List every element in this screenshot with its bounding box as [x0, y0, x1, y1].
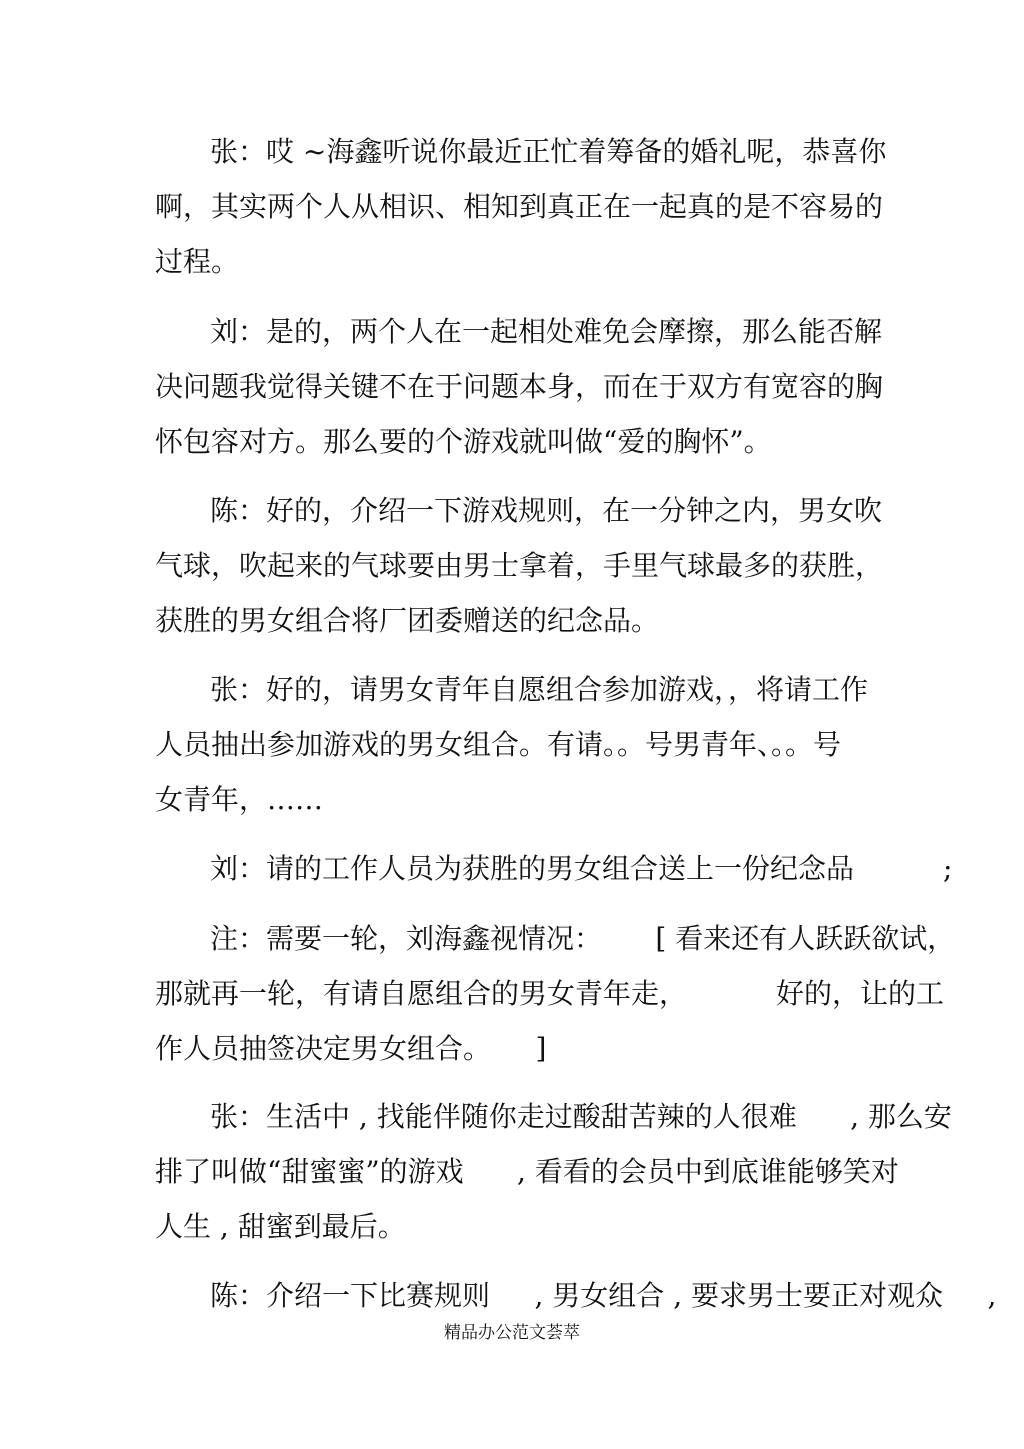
paragraph-line: 刘：是的，两个人在一起相处难免会摩擦，那么能否解 — [210, 315, 883, 348]
paragraph-line: 陈：介绍一下比赛规则 , 男女组合 , 要求男士要正对观众 , — [210, 1279, 997, 1312]
paragraph-line: 人员抽出参加游戏的男女组合。有请。。号男青年、。。号 — [155, 728, 842, 761]
paragraph-line: 啊，其实两个人从相识、相知到真正在一起真的是不容易的 — [155, 190, 884, 223]
paragraph-line: 过程。 — [155, 245, 240, 278]
paragraph-line: 陈：好的，介绍一下游戏规则，在一分钟之内，男女吹 — [210, 494, 883, 527]
paragraph-line: 刘：请的工作人员为获胜的男女组合送上一份纪念品 ; — [210, 852, 953, 885]
paragraph-line: 怀包容对方。那么要的个游戏就叫做“爱的胸怀”。 — [155, 425, 772, 458]
paragraph-line: 气球，吹起来的气球要由男士拿着，手里气球最多的获胜， — [155, 549, 884, 582]
paragraph-line: 决问题我觉得关键不在于问题本身，而在于双方有宽容的胸 — [155, 370, 884, 403]
paragraph-line: 张：哎 ~海鑫听说你最近正忙着筹备的婚礼呢，恭喜你 — [210, 135, 887, 168]
paragraph-line: 排了叫做“甜蜜蜜”的游戏 , 看看的会员中到底谁能够笑对 — [155, 1155, 899, 1188]
paragraph-line: 人生 , 甜蜜到最后。 — [155, 1210, 406, 1243]
paragraph-line: 作人员抽签决定男女组合。 ] — [155, 1032, 547, 1065]
paragraph-line: 张：好的，请男女青年自愿组合参加游戏，，将请工作 — [210, 673, 869, 706]
paragraph-line: 女青年，…… — [155, 783, 324, 816]
paragraph-line: 获胜的男女组合将厂团委赠送的纪念品。 — [155, 604, 660, 637]
paragraph-line: 那就再一轮，有请自愿组合的男女青年走， 好的，让的工 — [155, 977, 945, 1010]
page-footer: 精品办公范文荟萃 — [444, 1323, 580, 1343]
paragraph-line: 注：需要一轮，刘海鑫视情况： [ 看来还有人跃跃欲试， — [210, 922, 956, 955]
paragraph-line: 张：生活中 , 找能伴随你走过酸甜苦辣的人很难 , 那么安 — [210, 1100, 952, 1133]
